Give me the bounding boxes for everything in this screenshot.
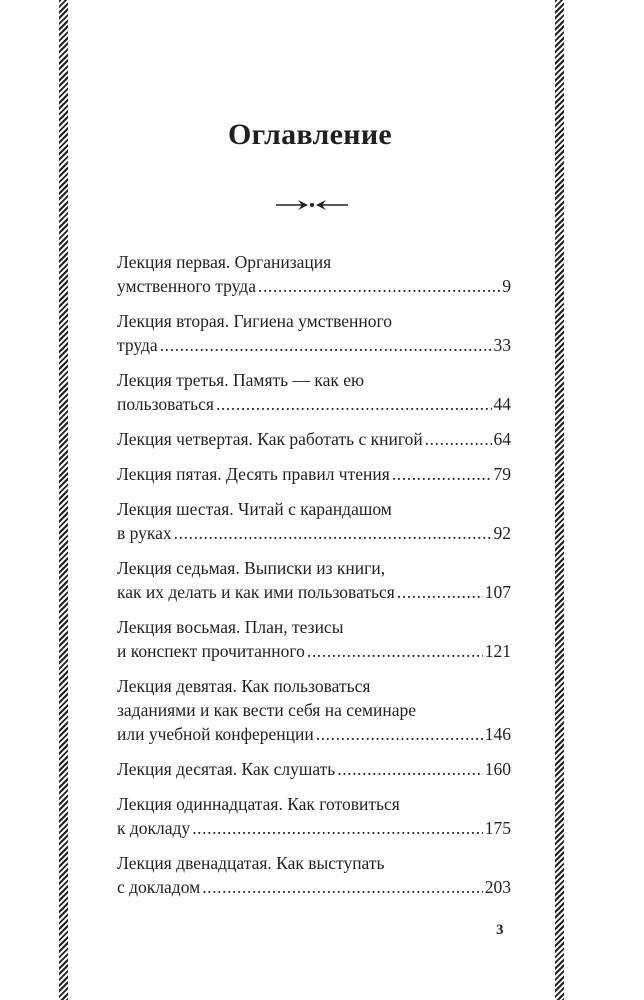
- toc-entry-line: [117, 851, 511, 875]
- toc-entry[interactable]: [117, 851, 511, 899]
- toc-entry-page: 203: [484, 877, 511, 897]
- toc-entry-text: и конспект прочитанного: [117, 641, 305, 661]
- toc-entry-page: 92: [493, 523, 511, 543]
- toc-entry-line: [117, 309, 511, 333]
- dot-leader: [202, 875, 483, 899]
- toc-entry-text: пользоваться: [117, 394, 214, 414]
- toc-entry-page: 44: [493, 394, 511, 414]
- toc-entry[interactable]: [117, 556, 511, 604]
- toc-entry-text: Лекция пятая. Десять правил чтения: [117, 464, 390, 484]
- toc-entry-line: [117, 639, 511, 663]
- toc-entry-text: Лекция вторая. Гигиена умственного: [117, 311, 393, 331]
- toc-entry-text: с докладом: [117, 877, 201, 897]
- dot-leader: [216, 392, 492, 416]
- dot-leader: [307, 639, 483, 663]
- toc-entry-text: в руках: [117, 523, 172, 543]
- toc-entry-page: 64: [493, 429, 511, 449]
- toc-entry-line: [117, 392, 511, 416]
- toc-entry[interactable]: [117, 674, 511, 746]
- toc-entry-text: Лекция шестая. Читай с карандашом: [117, 499, 392, 519]
- toc-entry[interactable]: [117, 757, 511, 781]
- dot-leader: [337, 757, 482, 781]
- toc-entry[interactable]: [117, 427, 511, 451]
- toc-entry-page: 160: [484, 759, 511, 779]
- toc-entry-text: Лекция девятая. Как пользоваться: [117, 676, 371, 696]
- toc-entry-text: умственного труда: [117, 276, 256, 296]
- dot-leader: [316, 722, 483, 746]
- dot-leader: [258, 274, 500, 298]
- page-number: 3: [496, 922, 504, 938]
- toc-entry-line: [117, 462, 511, 486]
- toc-entry[interactable]: [117, 615, 511, 663]
- page-title: Оглавление: [227, 118, 393, 151]
- toc-entry-line: [117, 722, 511, 746]
- toc-entry-text: Лекция двенадцатая. Как выступать: [117, 853, 385, 873]
- toc-entry-text: как их делать и как ими пользоваться: [117, 582, 395, 602]
- toc-entry-line: [117, 556, 511, 580]
- toc-entry-line: [117, 368, 511, 392]
- toc-entry-line: [117, 274, 511, 298]
- toc-entry-line: [117, 698, 511, 722]
- toc-entry-line: [117, 521, 511, 545]
- toc-entry-page: 175: [484, 818, 511, 838]
- toc-entry-line: [117, 875, 511, 899]
- toc-entry-text: Лекция десятая. Как слушать: [117, 759, 336, 779]
- toc-entry-page: 121: [484, 641, 511, 661]
- dot-leader: [192, 816, 483, 840]
- toc-entry[interactable]: [117, 462, 511, 486]
- toc-entry-line: [117, 816, 511, 840]
- toc-entry-text: Лекция третья. Память — как ею: [117, 370, 365, 390]
- dot-leader: [397, 580, 483, 604]
- toc-entry-text: Лекция восьмая. План, тезисы: [117, 617, 344, 637]
- toc-entry[interactable]: [117, 250, 511, 298]
- dot-leader: [425, 427, 492, 451]
- toc-entry-line: [117, 427, 511, 451]
- dot-leader: [174, 521, 492, 545]
- ornament-divider-icon: [276, 198, 348, 212]
- toc-entry-page: 33: [493, 335, 511, 355]
- toc-entry-line: [117, 250, 511, 274]
- toc-entry-page: 146: [484, 724, 511, 744]
- toc-entry-page: 9: [502, 276, 511, 296]
- toc-entry-text: Лекция седьмая. Выписки из книги,: [117, 558, 386, 578]
- toc-entry-page: 79: [493, 464, 511, 484]
- toc-entry-text: или учебной конференции: [117, 724, 314, 744]
- toc-entry[interactable]: [117, 497, 511, 545]
- toc-entry[interactable]: [117, 309, 511, 357]
- toc-entry-text: к докладу: [117, 818, 191, 838]
- toc-entry-text: труда: [117, 335, 158, 355]
- toc-entry-line: [117, 757, 511, 781]
- table-of-contents: [117, 250, 511, 910]
- toc-entry-text: Лекция одиннадцатая. Как готовиться: [117, 794, 400, 814]
- toc-entry-line: [117, 497, 511, 521]
- toc-entry-text: Лекция первая. Организация: [117, 252, 332, 272]
- toc-entry-line: [117, 615, 511, 639]
- toc-entry[interactable]: [117, 792, 511, 840]
- toc-entry[interactable]: [117, 368, 511, 416]
- dot-leader: [392, 462, 492, 486]
- toc-entry-text: заданиями и как вести себя на семинаре: [117, 700, 417, 720]
- dot-leader: [160, 333, 492, 357]
- toc-entry-line: [117, 580, 511, 604]
- toc-entry-line: [117, 792, 511, 816]
- toc-entry-line: [117, 333, 511, 357]
- toc-entry-text: Лекция четвертая. Как работать с книгой: [117, 429, 423, 449]
- toc-entry-page: 107: [484, 582, 511, 602]
- toc-entry-line: [117, 674, 511, 698]
